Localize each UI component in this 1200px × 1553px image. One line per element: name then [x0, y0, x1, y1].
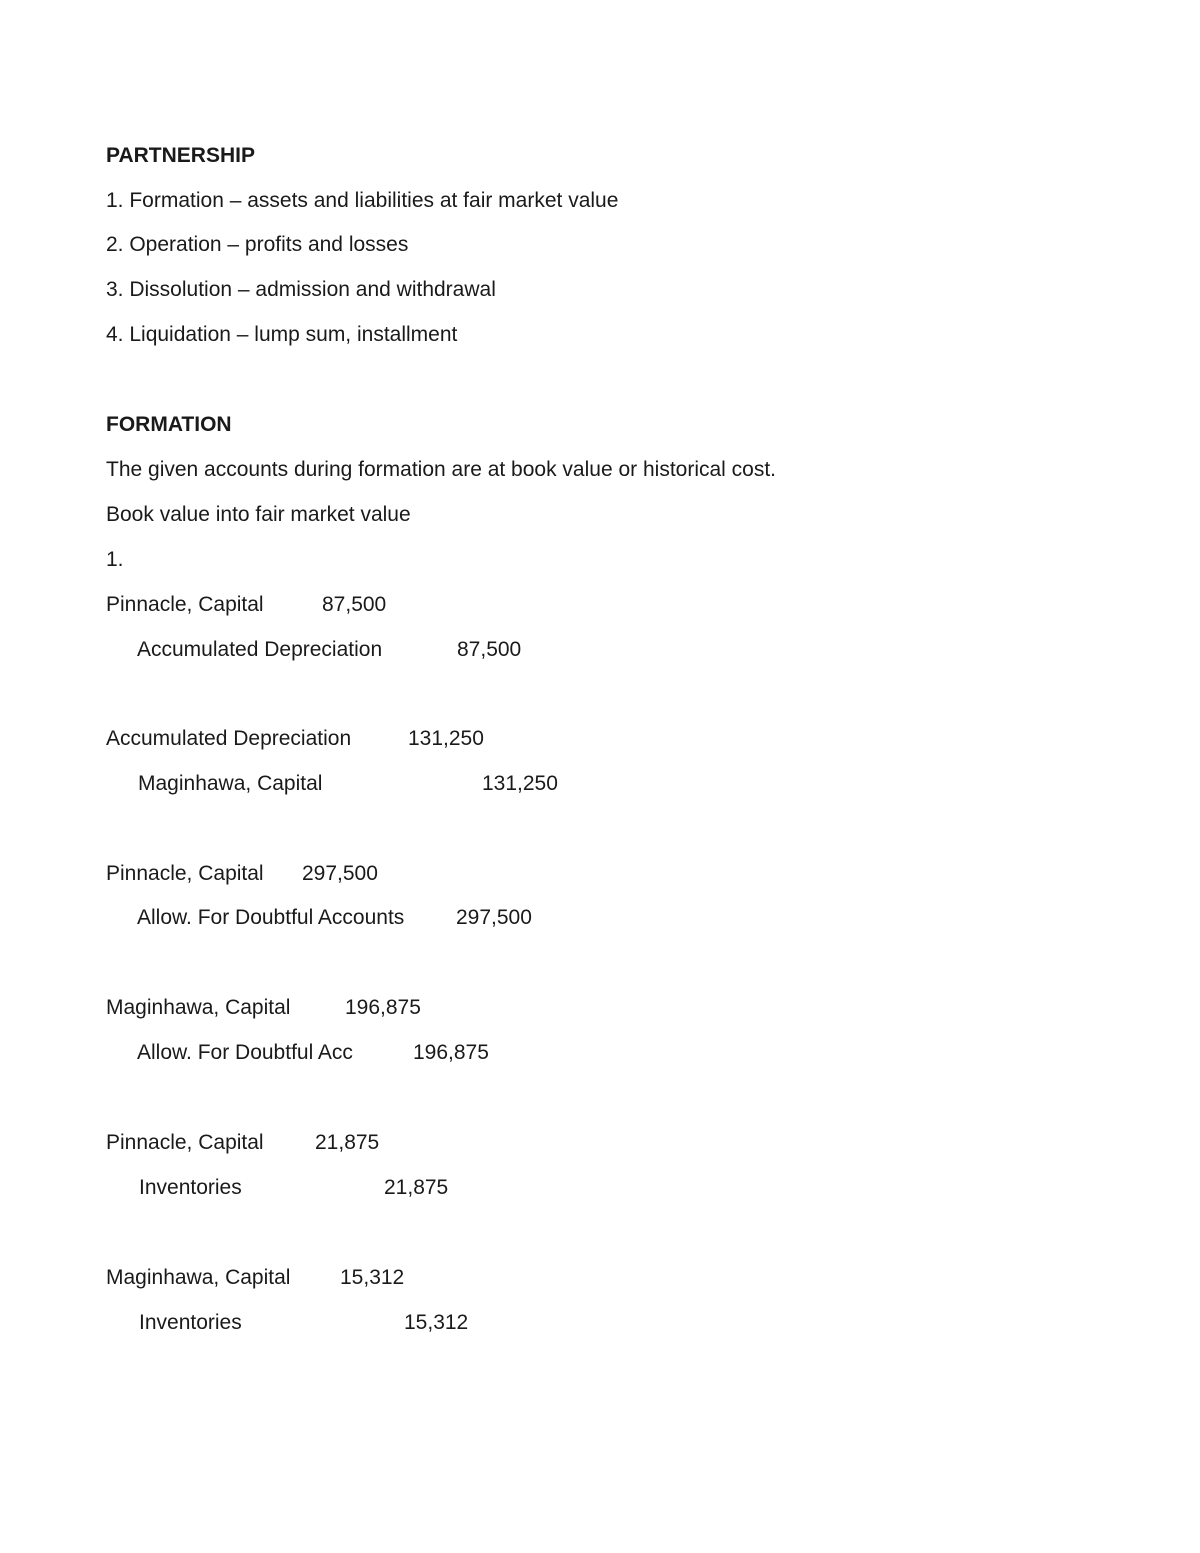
partnership-item-liquidation: 4. Liquidation – lump sum, installment: [106, 323, 458, 346]
entry-3-credit-amount: 297,500: [456, 906, 532, 929]
entry-4-debit-amount: 196,875: [345, 996, 421, 1019]
entry-3-debit-account: Pinnacle, Capital: [106, 862, 264, 885]
entry-1-credit-account: Accumulated Depreciation: [137, 638, 383, 661]
entry-1-debit-account: Pinnacle, Capital: [106, 593, 264, 616]
formation-subheading: Book value into fair market value: [106, 503, 411, 526]
formation-intro: The given accounts during formation are at book value or historical cost.: [106, 458, 777, 481]
formation-number: 1.: [106, 548, 124, 571]
entry-6-credit-amount: 15,312: [404, 1311, 469, 1334]
entry-6-debit-account: Maginhawa, Capital: [106, 1266, 291, 1289]
entry-5-credit-amount: 21,875: [384, 1176, 449, 1199]
entry-3-debit-amount: 297,500: [302, 862, 378, 885]
partnership-heading: PARTNERSHIP: [106, 144, 255, 167]
entry-6-credit-account: Inventories: [139, 1311, 242, 1334]
partnership-item-formation: 1. Formation – assets and liabilities at fair market value: [106, 189, 619, 212]
entry-1-credit-amount: 87,500: [457, 638, 522, 661]
entry-5-debit-amount: 21,875: [315, 1131, 380, 1154]
entry-5-debit-account: Pinnacle, Capital: [106, 1131, 264, 1154]
entry-6-debit-amount: 15,312: [340, 1266, 405, 1289]
entry-2-credit-amount: 131,250: [482, 772, 558, 795]
entry-2-debit-account: Accumulated Depreciation: [106, 727, 352, 750]
entry-2-debit-amount: 131,250: [408, 727, 484, 750]
entry-4-credit-amount: 196,875: [413, 1041, 489, 1064]
entry-5-credit-account: Inventories: [139, 1176, 242, 1199]
entry-2-credit-account: Maginhawa, Capital: [138, 772, 323, 795]
entry-1-debit-amount: 87,500: [322, 593, 387, 616]
entry-3-credit-account: Allow. For Doubtful Accounts: [137, 906, 405, 929]
entry-4-debit-account: Maginhawa, Capital: [106, 996, 291, 1019]
entry-4-credit-account: Allow. For Doubtful Acc: [137, 1041, 353, 1064]
partnership-item-operation: 2. Operation – profits and losses: [106, 233, 409, 256]
formation-heading: FORMATION: [106, 413, 232, 436]
partnership-item-dissolution: 3. Dissolution – admission and withdrawal: [106, 278, 496, 301]
